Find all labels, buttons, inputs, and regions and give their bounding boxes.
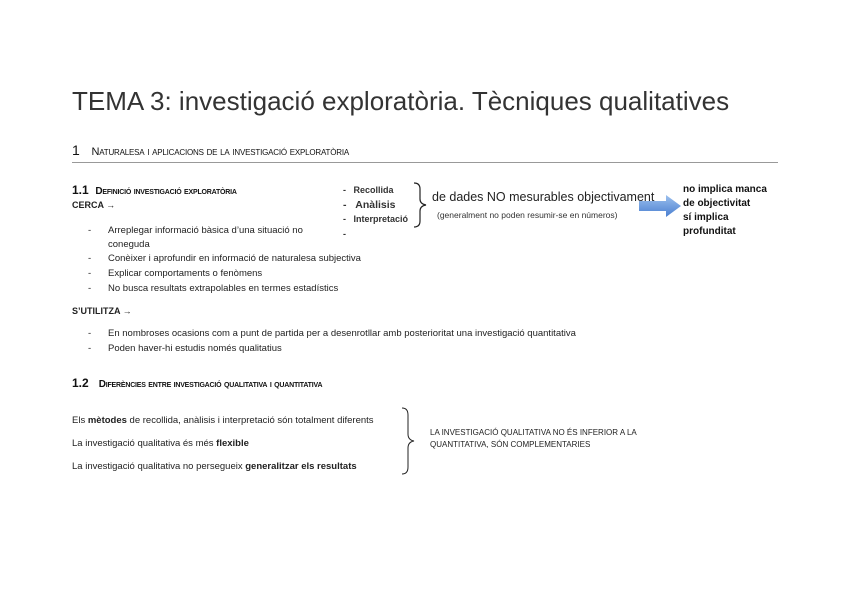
list-item: - Explicar comportaments o fenòmens bbox=[88, 268, 263, 279]
section-1-2-heading bbox=[72, 376, 322, 390]
brace-icon bbox=[400, 406, 420, 476]
diagram-note: (generalment no poden resumir-se en números) bbox=[437, 210, 618, 220]
section-number: 1 bbox=[72, 142, 80, 158]
page-title: TEMA 3: investigació exploratòria. Tècniques qualitatives bbox=[72, 86, 730, 116]
diagram-result: no implica manca de objectivitat sí implica profunditat bbox=[683, 184, 767, 237]
list-item-continuation: coneguda bbox=[108, 239, 150, 250]
brace-icon bbox=[412, 181, 434, 229]
step: - Anàlisis bbox=[343, 198, 396, 211]
list-item: - Poden haver-hi estudis només qualitatius bbox=[88, 343, 282, 354]
list-item: - Arreplegar informació bàsica d’una situació no bbox=[88, 225, 303, 236]
difference-row: Els mètodes de recollida, anàlisis i interpretació són totalment diferents bbox=[72, 415, 374, 426]
list-item: - En nombroses ocasions com a punt de partida per a desenrotllar amb posterioritat una investigació quantitativa bbox=[88, 328, 576, 339]
step: - Recollida bbox=[343, 185, 394, 195]
section-title: Diferències entre investigació qualitativa i quantitativa bbox=[98, 379, 323, 390]
section-title: Definició investigació exploratòria bbox=[95, 186, 237, 197]
cerca-label: CERCA → bbox=[72, 200, 116, 210]
section-number: 1.1 bbox=[72, 183, 89, 197]
step: - Interpretació bbox=[343, 214, 409, 224]
section-1-1-heading bbox=[72, 183, 237, 197]
arrow-right-icon bbox=[638, 194, 682, 218]
difference-row: La investigació qualitativa no persegueix generalitzar els resultats bbox=[72, 461, 357, 472]
conclusion-text: LA INVESTIGACIÓ QUALITATIVA NO ÉS INFERIOR A LA QUANTITATIVA, SÓN COMPLEMENTARIES bbox=[430, 428, 637, 449]
difference-row: La investigació qualitativa és més flexible bbox=[72, 438, 249, 449]
section-1-heading bbox=[72, 142, 349, 158]
steps-list: - Recollida - Anàlisis - Interpretació - bbox=[343, 185, 409, 239]
utilitza-label: S’UTILITZA → bbox=[72, 306, 132, 316]
diagram-main-text: de dades NO mesurables objectivament bbox=[432, 190, 655, 204]
heading-rule bbox=[72, 162, 778, 163]
section-title: Naturalesa i aplicacions de la investigació exploratòria bbox=[91, 146, 349, 158]
list-item: - Conèixer i aprofundir en informació de naturalesa subjectiva bbox=[88, 253, 361, 264]
list-item: - No busca resultats extrapolables en termes estadístics bbox=[88, 283, 339, 294]
section-number: 1.2 bbox=[72, 376, 89, 390]
